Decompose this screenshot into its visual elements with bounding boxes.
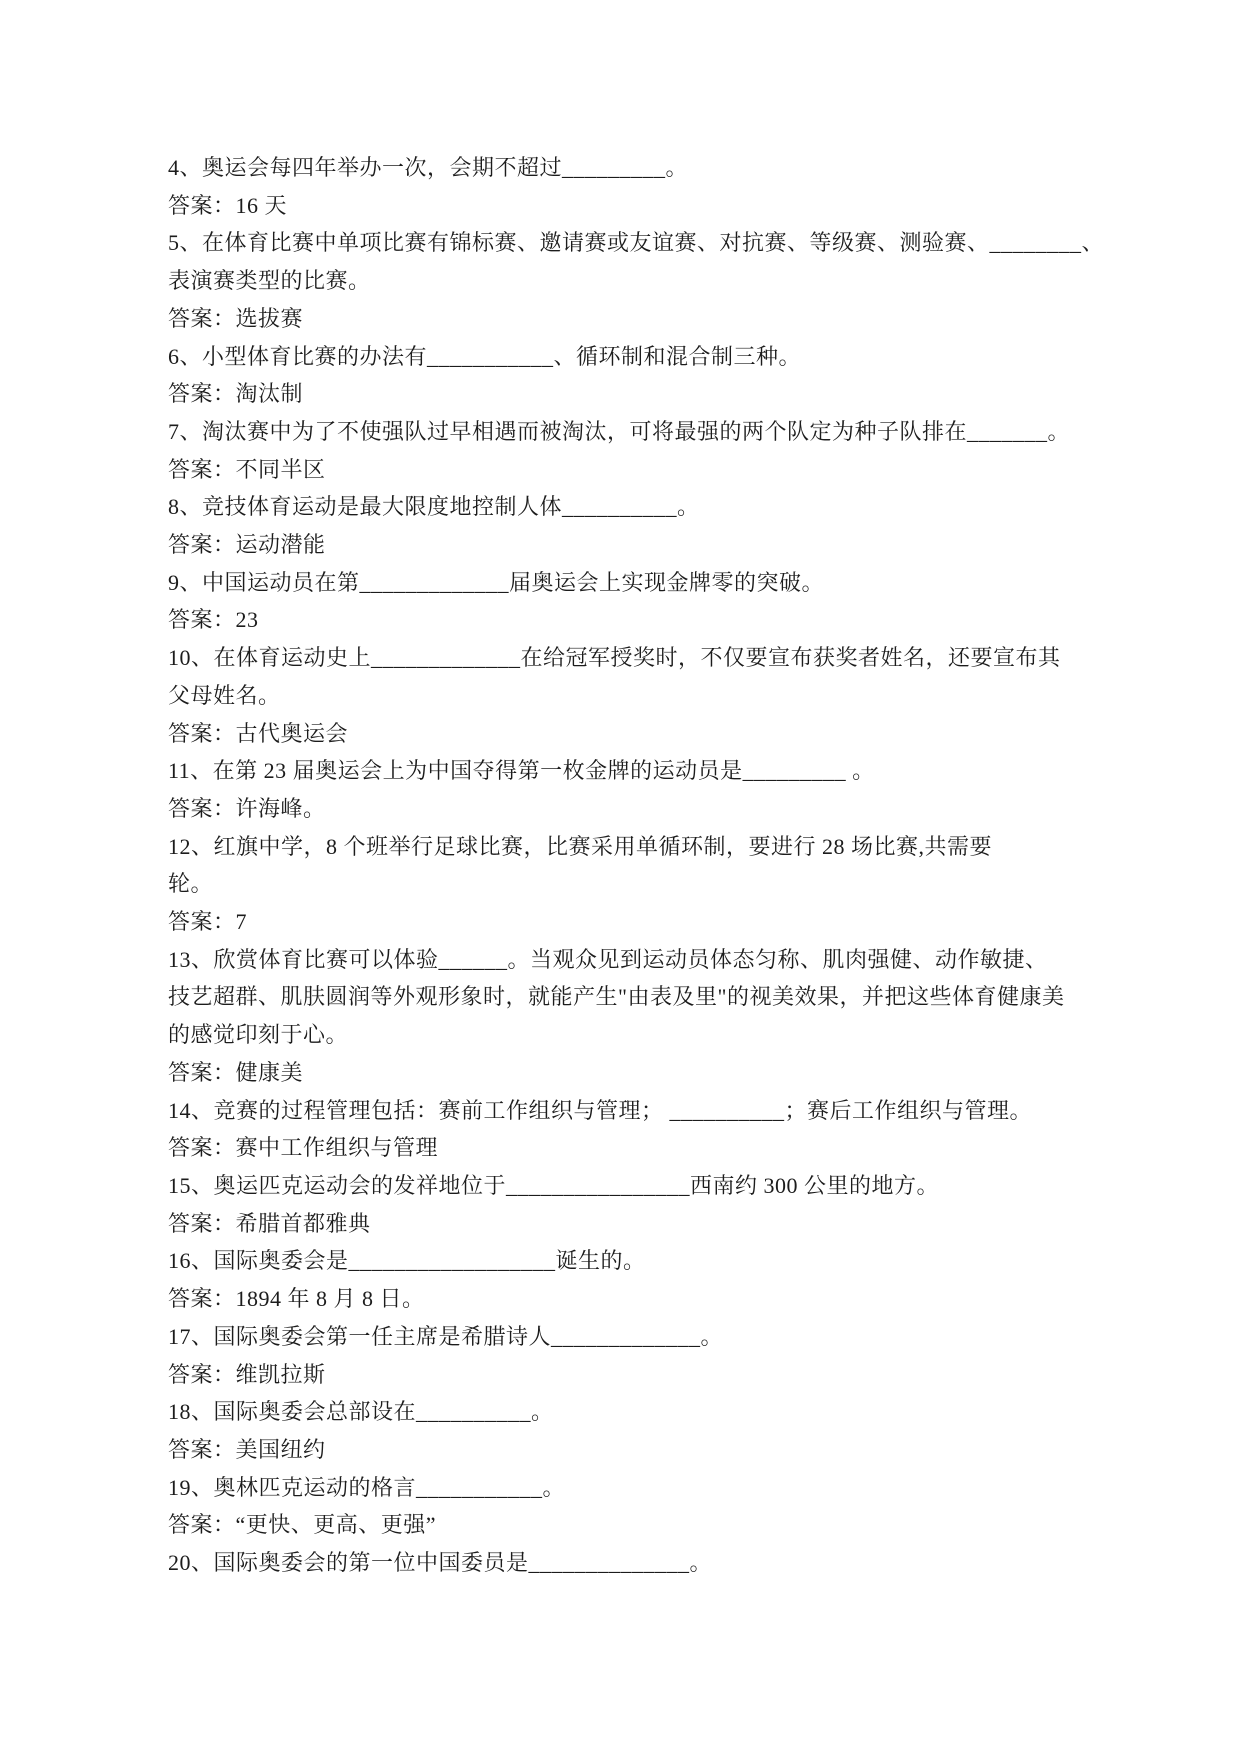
question-line: 7、淘汰赛中为了不使强队过早相遇而被淘汰，可将最强的两个队定为种子队排在_______。 — [168, 418, 1071, 444]
question-line: 父母姓名。 — [168, 682, 281, 708]
answer-line: 答案：16 天 — [168, 192, 288, 218]
answer-line: 答案：7 — [168, 909, 248, 935]
answer-line: 答案：淘汰制 — [168, 381, 304, 407]
question-line: 的感觉印刻于心。 — [168, 1022, 349, 1048]
quiz-body — [168, 149, 1105, 1582]
question-line: 表演赛类型的比赛。 — [168, 268, 371, 294]
question-line: 11、在第 23 届奥运会上为中国夺得第一枚金牌的运动员是_________ 。 — [168, 758, 875, 784]
question-line: 20、国际奥委会的第一位中国委员是______________。 — [168, 1550, 713, 1576]
answer-line: 答案：健康美 — [168, 1059, 304, 1085]
question-line: 5、在体育比赛中单项比赛有锦标赛、邀请赛或友谊赛、对抗赛、等级赛、测验赛、________、 — [168, 230, 1105, 256]
question-line: 19、奥林匹克运动的格言___________。 — [168, 1474, 566, 1500]
question-line: 18、国际奥委会总部设在__________。 — [168, 1399, 554, 1425]
question-line: 17、国际奥委会第一任主席是希腊诗人_____________。 — [168, 1323, 724, 1349]
question-line: 6、小型体育比赛的办法有___________、循环制和混合制三种。 — [168, 343, 802, 369]
question-line: 14、竞赛的过程管理包括：赛前工作组织与管理； __________；赛后工作组织与管理。 — [168, 1097, 1033, 1123]
answer-line: 答案：希腊首都雅典 — [168, 1210, 371, 1236]
question-line: 12、红旗中学，8 个班举行足球比赛，比赛采用单循环制，要进行 28 场比赛,共需要 — [168, 833, 993, 859]
answer-line: 答案：不同半区 — [168, 456, 326, 482]
answer-line: 答案：许海峰。 — [168, 795, 326, 821]
answer-line: 答案：运动潜能 — [168, 532, 326, 558]
answer-line: 答案：美国纽约 — [168, 1436, 326, 1462]
question-line: 8、竞技体育运动是最大限度地控制人体__________。 — [168, 494, 700, 520]
answer-line: 答案：“更快、更高、更强” — [168, 1512, 437, 1538]
question-line: 9、中国运动员在第_____________届奥运会上实现金牌零的突破。 — [168, 569, 825, 595]
question-line: 13、欣赏体育比赛可以体验______。当观众见到运动员体态匀称、肌肉强健、动作敏捷、 — [168, 946, 1048, 972]
answer-line: 答案：1894 年 8 月 8 日。 — [168, 1286, 425, 1312]
answer-line: 答案：23 — [168, 607, 259, 633]
answer-line: 答案：赛中工作组织与管理 — [168, 1135, 439, 1161]
answer-line: 答案：古代奥运会 — [168, 720, 349, 746]
question-line: 15、奥运匹克运动会的发祥地位于________________西南约 300 公里的地方。 — [168, 1172, 940, 1198]
answer-line: 答案：选拔赛 — [168, 305, 304, 331]
question-line: 轮。 — [168, 871, 214, 897]
question-line: 4、奥运会每四年举办一次，会期不超过_________。 — [168, 155, 689, 180]
question-line: 10、在体育运动史上_____________在给冠军授奖时，不仅要宣布获奖者姓名，还要宣布其 — [168, 645, 1061, 671]
answer-line: 答案：维凯拉斯 — [168, 1361, 326, 1387]
question-line: 16、国际奥委会是__________________诞生的。 — [168, 1248, 646, 1274]
question-line: 技艺超群、肌肤圆润等外观形象时，就能产生"由表及里"的视美效果，并把这些体育健康美 — [168, 984, 1065, 1010]
